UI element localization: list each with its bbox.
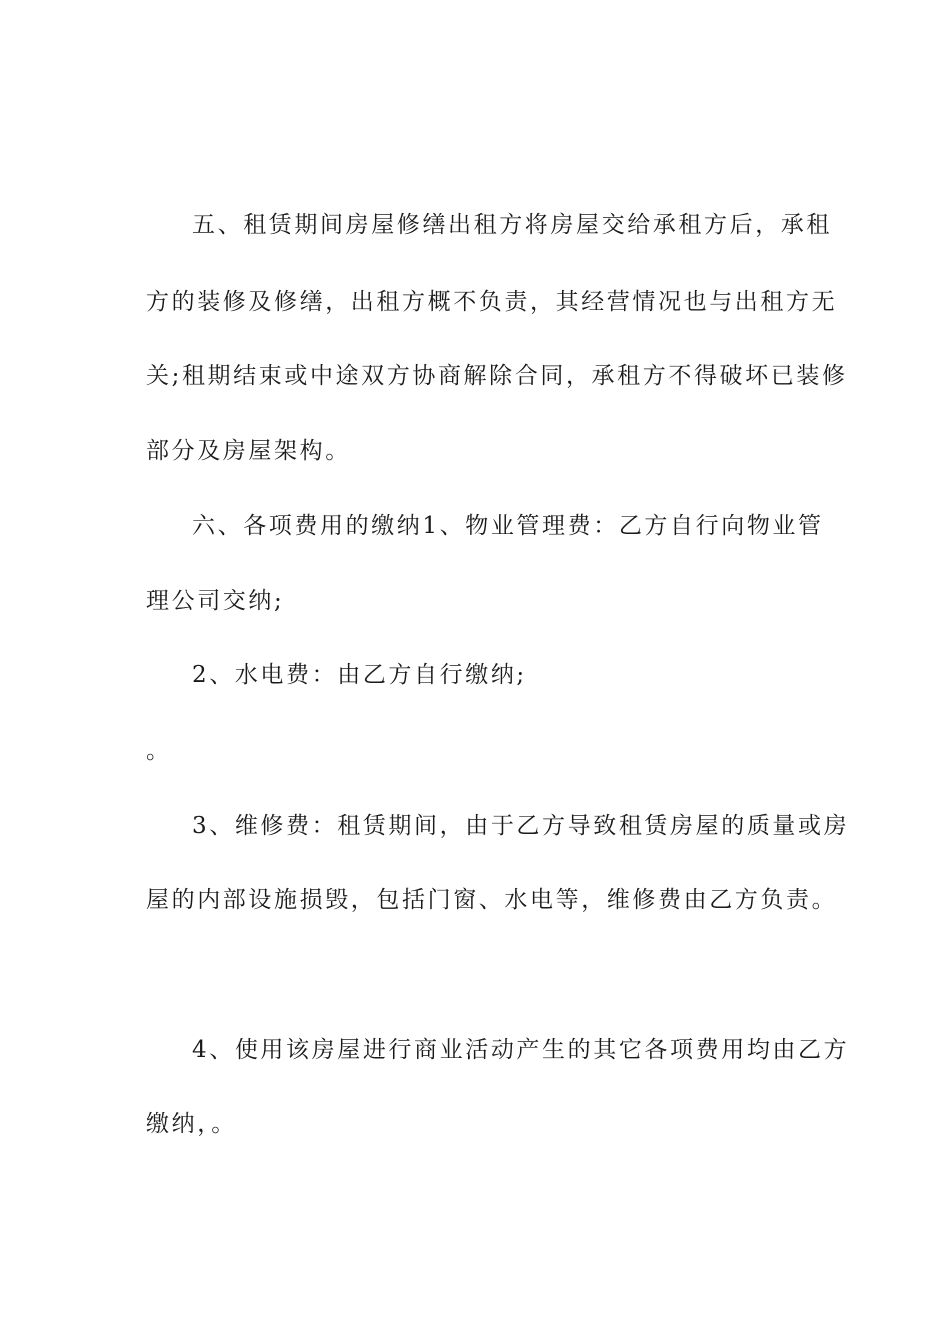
paragraph-6-line-2: 理公司交纳; [146, 588, 285, 614]
stray-period-line: 。 [146, 738, 172, 764]
paragraph-5-line-1: 五、租赁期间房屋修缮出租方将房屋交给承租方后，承租 [192, 212, 832, 238]
item-3-line-1: 3、维修费：租赁期间，由于乙方导致租赁房屋的质量或房 [192, 813, 850, 839]
paragraph-5-line-2: 方的装修及修缮，出租方概不负责，其经营情况也与出租方无 [146, 289, 838, 315]
paragraph-5-line-4: 部分及房屋架构。 [146, 438, 351, 464]
paragraph-5-line-3: 关;租期结束或中途双方协商解除合同，承租方不得破坏已装修 [146, 363, 848, 389]
item-3-line-2: 屋的内部设施损毁，包括门窗、水电等，维修费由乙方负责。 [146, 887, 838, 913]
paragraph-6-line-1: 六、各项费用的缴纳1、物业管理费：乙方自行向物业管 [192, 513, 824, 539]
item-4-line-1: 4、使用该房屋进行商业活动产生的其它各项费用均由乙方 [192, 1037, 850, 1063]
item-2-water-electricity: 2、水电费：由乙方自行缴纳; [192, 662, 527, 688]
item-4-line-2: 缴纳，。 [146, 1111, 237, 1137]
